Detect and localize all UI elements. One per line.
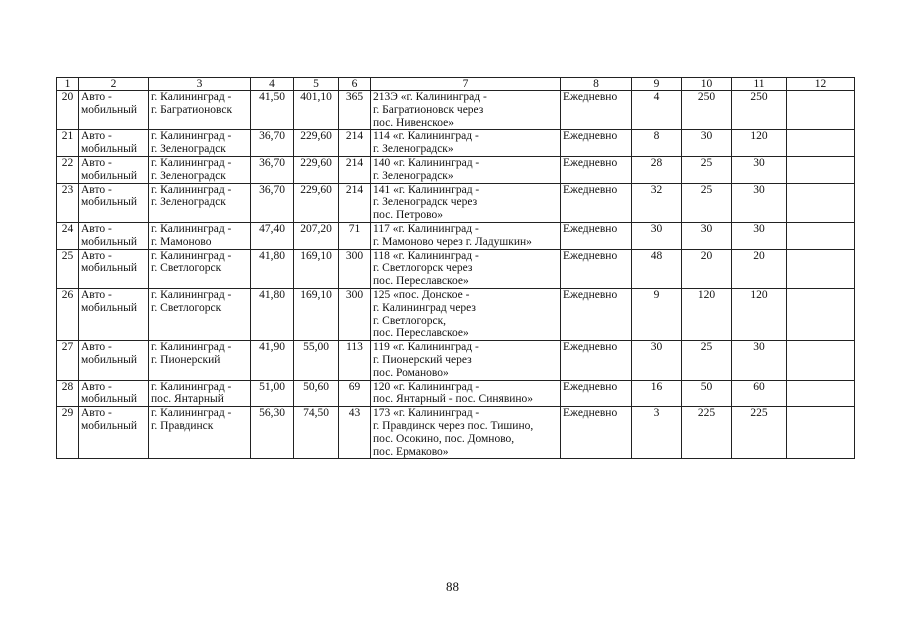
column-header: 8 [561, 78, 632, 91]
table-cell: 41,80 [251, 288, 294, 340]
table-cell: 120 [732, 288, 787, 340]
table-row [57, 156, 855, 183]
table-row [57, 183, 855, 222]
table-row [57, 407, 855, 459]
table-cell: Ежедневно [561, 91, 632, 130]
table-cell: 120 [682, 288, 732, 340]
table-cell: 30 [732, 183, 787, 222]
table-cell: 56,30 [251, 407, 294, 459]
table-cell: 25 [57, 249, 79, 288]
table-cell: 47,40 [251, 222, 294, 249]
table-cell: 30 [682, 222, 732, 249]
table-cell: 207,20 [294, 222, 339, 249]
table-cell: 300 [339, 288, 371, 340]
column-header: 10 [682, 78, 732, 91]
table-cell: 69 [339, 380, 371, 407]
table-cell: 4 [632, 91, 682, 130]
table-cell: Ежедневно [561, 130, 632, 157]
table-cell: 169,10 [294, 288, 339, 340]
table-cell: 41,80 [251, 249, 294, 288]
table-cell: 214 [339, 156, 371, 183]
table-cell: 74,50 [294, 407, 339, 459]
table-cell: Ежедневно [561, 156, 632, 183]
table-cell [787, 380, 855, 407]
table-cell: г. Калининград - г. Правдинск [149, 407, 251, 459]
table-cell: 24 [57, 222, 79, 249]
table-cell: 119 «г. Калининград - г. Пионерский через пос. Романово» [371, 341, 561, 380]
table-cell: г. Калининград - г. Светлогорск [149, 249, 251, 288]
table-cell: 51,00 [251, 380, 294, 407]
table-cell: 229,60 [294, 130, 339, 157]
column-header: 2 [79, 78, 149, 91]
table-cell: 229,60 [294, 156, 339, 183]
table-cell: Авто - мобильный [79, 288, 149, 340]
table-cell [787, 130, 855, 157]
table-cell: 140 «г. Калининград - г. Зеленоградск» [371, 156, 561, 183]
table-cell: Ежедневно [561, 288, 632, 340]
table-cell: Авто - мобильный [79, 222, 149, 249]
column-header: 7 [371, 78, 561, 91]
table-header [57, 78, 855, 91]
table-cell: г. Калининград - пос. Янтарный [149, 380, 251, 407]
table-cell: 55,00 [294, 341, 339, 380]
table-cell: г. Калининград - г. Зеленоградск [149, 183, 251, 222]
table-cell: 25 [682, 341, 732, 380]
table-cell: 117 «г. Калининград - г. Мамоново через г. Ладушкин» [371, 222, 561, 249]
table-cell: 250 [682, 91, 732, 130]
table-cell: 23 [57, 183, 79, 222]
table-cell: 20 [57, 91, 79, 130]
table-cell: Ежедневно [561, 380, 632, 407]
table-cell: 365 [339, 91, 371, 130]
table-cell: Ежедневно [561, 249, 632, 288]
table-cell: 225 [732, 407, 787, 459]
table-cell [787, 156, 855, 183]
table-row [57, 341, 855, 380]
table-cell: 50 [682, 380, 732, 407]
table-cell: 36,70 [251, 130, 294, 157]
page-number: 88 [446, 579, 459, 594]
column-header: 3 [149, 78, 251, 91]
table-cell: 113 [339, 341, 371, 380]
table-cell: 41,50 [251, 91, 294, 130]
table-cell: 3 [632, 407, 682, 459]
table-cell: г. Калининград - г. Светлогорск [149, 288, 251, 340]
table-cell: 173 «г. Калининград - г. Правдинск через пос. Тишино, пос. Осокино, пос. Домново, пос. Ермаково» [371, 407, 561, 459]
table-cell: 214 [339, 130, 371, 157]
table-cell: Ежедневно [561, 407, 632, 459]
route-table [56, 77, 855, 459]
table-cell: 32 [632, 183, 682, 222]
table-cell: 28 [57, 380, 79, 407]
table-row [57, 130, 855, 157]
table-cell: 48 [632, 249, 682, 288]
table-cell: 401,10 [294, 91, 339, 130]
table-cell: 41,90 [251, 341, 294, 380]
table-cell: 141 «г. Калининград - г. Зеленоградск через пос. Петрово» [371, 183, 561, 222]
table-cell: 60 [732, 380, 787, 407]
table-cell: 36,70 [251, 183, 294, 222]
table-cell: 71 [339, 222, 371, 249]
table-cell [787, 288, 855, 340]
table-cell: 125 «пос. Донское - г. Калининград через г. Светлогорск, пос. Переславское» [371, 288, 561, 340]
table-cell: Авто - мобильный [79, 183, 149, 222]
table-cell: 30 [682, 130, 732, 157]
table-cell [787, 222, 855, 249]
table-cell: Ежедневно [561, 341, 632, 380]
table-cell: 27 [57, 341, 79, 380]
table-cell: 9 [632, 288, 682, 340]
table-cell: 43 [339, 407, 371, 459]
table-cell [787, 407, 855, 459]
table-cell: 229,60 [294, 183, 339, 222]
table-cell: г. Калининград - г. Пионерский [149, 341, 251, 380]
table-row [57, 380, 855, 407]
table-cell: 22 [57, 156, 79, 183]
table-cell: 120 [732, 130, 787, 157]
table-cell: Авто - мобильный [79, 341, 149, 380]
table-row [57, 222, 855, 249]
column-header: 6 [339, 78, 371, 91]
table-cell: 30 [732, 222, 787, 249]
table-cell: 169,10 [294, 249, 339, 288]
table-cell: 8 [632, 130, 682, 157]
table-cell: г. Калининград - г. Зеленоградск [149, 156, 251, 183]
table-cell: 26 [57, 288, 79, 340]
table-cell: 28 [632, 156, 682, 183]
table-cell: Авто - мобильный [79, 407, 149, 459]
table-cell: 16 [632, 380, 682, 407]
column-header: 9 [632, 78, 682, 91]
table-cell: Авто - мобильный [79, 156, 149, 183]
table-cell: Авто - мобильный [79, 380, 149, 407]
column-header: 5 [294, 78, 339, 91]
table-cell: Авто - мобильный [79, 249, 149, 288]
table-body [57, 91, 855, 459]
table-row [57, 288, 855, 340]
column-header: 11 [732, 78, 787, 91]
table-cell: г. Калининград - г. Зеленоградск [149, 130, 251, 157]
table-cell [787, 91, 855, 130]
table-cell: 36,70 [251, 156, 294, 183]
table-cell: 25 [682, 156, 732, 183]
table-cell [787, 183, 855, 222]
table-cell: 225 [682, 407, 732, 459]
table-cell [787, 341, 855, 380]
table-cell: 21 [57, 130, 79, 157]
table-cell: 30 [632, 222, 682, 249]
table-cell: 20 [732, 249, 787, 288]
table-cell: 114 «г. Калининград - г. Зеленоградск» [371, 130, 561, 157]
table-row [57, 91, 855, 130]
table-cell: 300 [339, 249, 371, 288]
table-cell: 29 [57, 407, 79, 459]
table-cell: 30 [732, 341, 787, 380]
table-cell: Ежедневно [561, 183, 632, 222]
table-cell: 250 [732, 91, 787, 130]
table-cell: 30 [732, 156, 787, 183]
table-cell: г. Калининград - г. Багратионовск [149, 91, 251, 130]
table-cell: 214 [339, 183, 371, 222]
table-cell: Ежедневно [561, 222, 632, 249]
table-cell: 25 [682, 183, 732, 222]
table-cell [787, 249, 855, 288]
table-cell: Авто - мобильный [79, 130, 149, 157]
table-cell: 120 «г. Калининград - пос. Янтарный - пос. Синявино» [371, 380, 561, 407]
column-header: 4 [251, 78, 294, 91]
table-cell: 30 [632, 341, 682, 380]
table-row [57, 249, 855, 288]
table-cell: Авто - мобильный [79, 91, 149, 130]
column-header: 12 [787, 78, 855, 91]
table-cell: 213Э «г. Калининград - г. Багратионовск через пос. Нивенское» [371, 91, 561, 130]
column-header: 1 [57, 78, 79, 91]
table-cell: 118 «г. Калининград - г. Светлогорск через пос. Переславское» [371, 249, 561, 288]
table-cell: 50,60 [294, 380, 339, 407]
header-row [57, 78, 855, 91]
table-cell: 20 [682, 249, 732, 288]
table-cell: г. Калининград - г. Мамоново [149, 222, 251, 249]
